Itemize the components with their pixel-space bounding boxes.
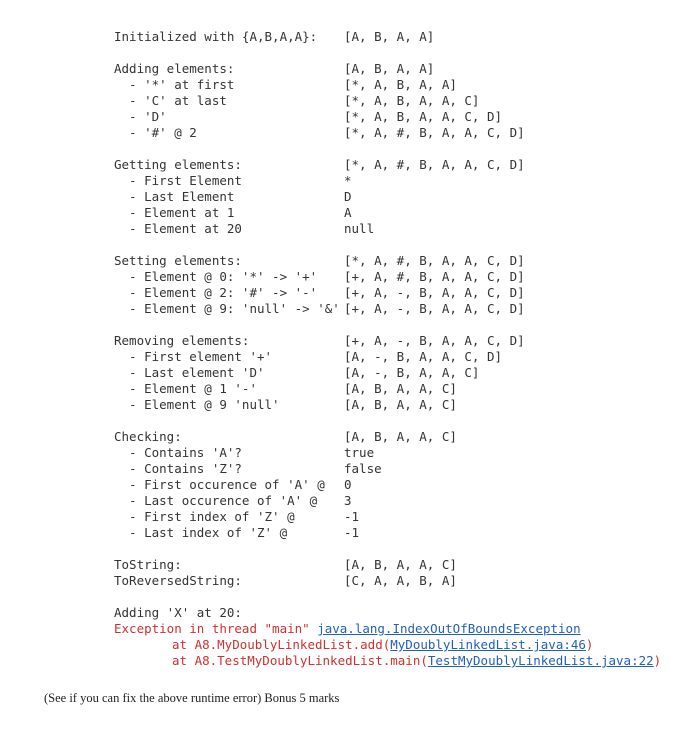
row-value: [A, -, B, A, A, C, D] <box>344 349 503 364</box>
row-value: false <box>344 461 382 476</box>
row-label: - Last occurence of 'A' @ <box>114 493 318 508</box>
row-value: [A, B, A, A, C] <box>344 429 457 444</box>
row-value: [*, A, #, B, A, A, C, D] <box>344 125 525 140</box>
bonus-note: (See if you can fix the above runtime error) Bonus 5 marks <box>44 691 340 705</box>
row-value: 3 <box>344 493 352 508</box>
row-value: -1 <box>344 509 360 524</box>
stack-frame-2 <box>172 653 661 669</box>
row-value: [*, A, B, A, A] <box>344 77 457 92</box>
row-value: [+, A, -, B, A, A, C, D] <box>344 301 525 316</box>
adding-x-line: Adding 'X' at 20: <box>114 605 242 620</box>
row-label: - Element @ 9 'null' <box>114 397 280 412</box>
row-label: - Element @ 1 '-' <box>114 381 257 396</box>
row-value: [A, B, A, A] <box>344 61 435 76</box>
row-label: - Element @ 2: '#' -> '-' <box>114 285 318 300</box>
row-label: - '*' at first <box>114 77 235 92</box>
row-value: [C, A, A, B, A] <box>344 573 457 588</box>
row-value: -1 <box>344 525 360 540</box>
row-label: - First Element <box>114 173 242 188</box>
row-label: - Last index of 'Z' @ <box>114 525 288 540</box>
row-label: - '#' @ 2 <box>114 125 197 140</box>
row-label: - Element at 20 <box>114 221 242 236</box>
frame2-prefix: at A8.TestMyDoublyLinkedList.main( <box>172 653 428 668</box>
exception-type-link[interactable]: java.lang.IndexOutOfBoundsException <box>317 621 581 636</box>
frame1-prefix: at A8.MyDoublyLinkedList.add( <box>172 637 391 652</box>
row-value: [A, B, A, A, C] <box>344 557 457 572</box>
frame1-suffix: ) <box>585 637 594 652</box>
row-label: - Element at 1 <box>114 205 235 220</box>
row-label: - Element @ 9: 'null' -> '&' <box>114 301 340 316</box>
row-label: ToReversedString: <box>114 573 242 588</box>
row-label: Getting elements: <box>114 157 242 172</box>
row-label: Removing elements: <box>114 333 250 348</box>
row-value: [A, -, B, A, A, C] <box>344 365 480 380</box>
frame2-link[interactable]: TestMyDoublyLinkedList.java:22 <box>427 653 654 668</box>
row-label: Initialized with {A,B,A,A}: <box>114 29 318 44</box>
row-label: - Last Element <box>114 189 235 204</box>
row-value: D <box>344 189 352 204</box>
row-label: - First occurence of 'A' @ <box>114 477 325 492</box>
row-label: Adding elements: <box>114 61 235 76</box>
row-label: - 'D' <box>114 109 167 124</box>
frame2-suffix: ) <box>653 653 662 668</box>
row-label: - Last element 'D' <box>114 365 265 380</box>
row-label: - 'C' at last <box>114 93 227 108</box>
row-value: [A, B, A, A, C] <box>344 381 457 396</box>
row-label: - First element '+' <box>114 349 273 364</box>
row-value: [*, A, B, A, A, C, D] <box>344 109 503 124</box>
row-label: Checking: <box>114 429 182 444</box>
row-value: A <box>344 205 352 220</box>
row-value: [*, A, B, A, A, C] <box>344 93 480 108</box>
row-value: null <box>344 221 375 236</box>
row-value: 0 <box>344 477 352 492</box>
row-label: - Contains 'A'? <box>114 445 242 460</box>
frame1-link[interactable]: MyDoublyLinkedList.java:46 <box>390 637 586 652</box>
row-label: Setting elements: <box>114 253 242 268</box>
row-value: [A, B, A, A] <box>344 29 435 44</box>
row-value: [+, A, #, B, A, A, C, D] <box>344 269 525 284</box>
stack-frame-1 <box>172 637 593 653</box>
row-label: ToString: <box>114 557 182 572</box>
row-value: [+, A, -, B, A, A, C, D] <box>344 285 525 300</box>
row-label: - First index of 'Z' @ <box>114 509 295 524</box>
exception-prefix: Exception in thread "main" <box>114 621 318 636</box>
row-value: [*, A, #, B, A, A, C, D] <box>344 253 525 268</box>
row-value: [A, B, A, A, C] <box>344 397 457 412</box>
exception-line <box>114 621 581 637</box>
row-value: true <box>344 445 375 460</box>
row-label: - Element @ 0: '*' -> '+' <box>114 269 318 284</box>
row-value: [+, A, -, B, A, A, C, D] <box>344 333 525 348</box>
row-value: * <box>344 173 352 188</box>
row-value: [*, A, #, B, A, A, C, D] <box>344 157 525 172</box>
row-label: - Contains 'Z'? <box>114 461 242 476</box>
